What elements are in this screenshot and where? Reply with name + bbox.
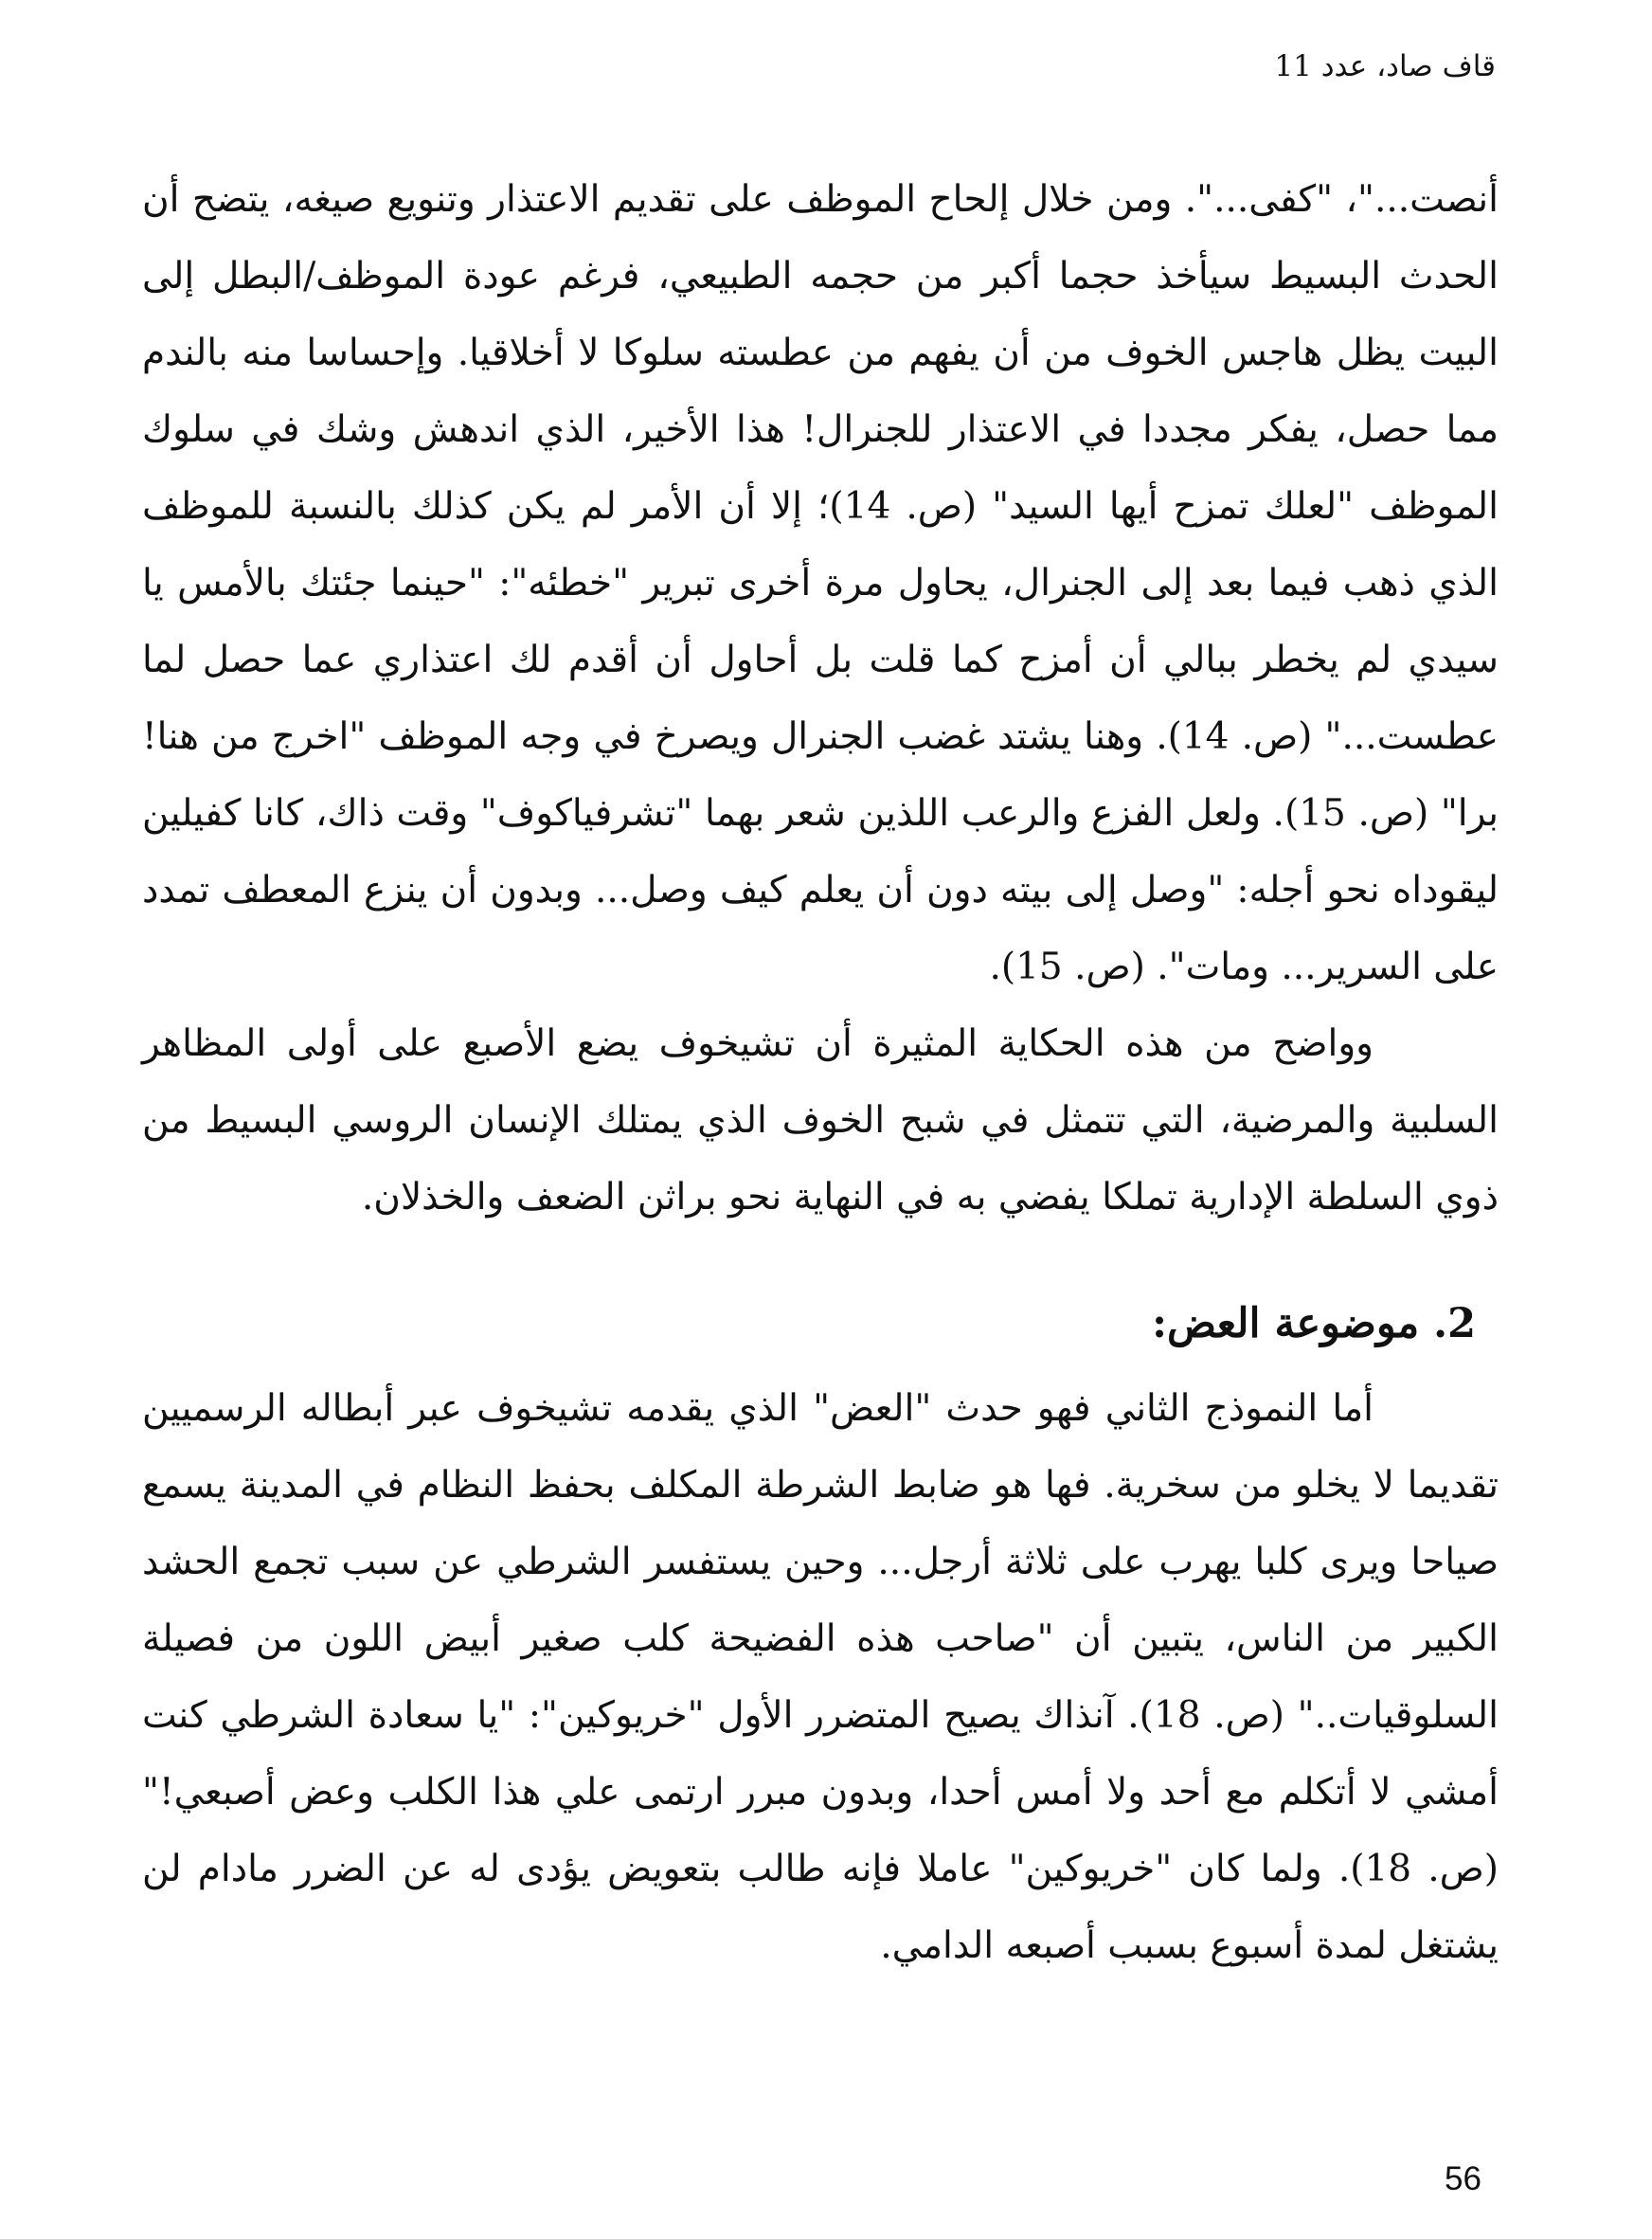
page-number: 56 bbox=[1445, 2160, 1481, 2197]
section-heading-biting-theme: 2. موضوعة العض: bbox=[1152, 1300, 1476, 1347]
paragraph-chekhov-sneeze-story: أنصت..."، "كفى...". ومن خلال إلحاح الموظف على تقديم الاعتذار وتنويع صيغه، يتضح أن الحدث البسيط سيأخذ حجما أكبر من حجمه الطبيعي، فرغم عودة الموظف/البطل إلى البيت يظل هاجس الخوف من أن يفهم من عطسته سلوكا لا أخلاقيا. وإحساسا منه بالندم مما حصل، يفكر مجددا في الاعتذار للجنرال! هذا الأخير، الذي اندهش وشك في سلوك الموظف "لعلك تمزح أيها السيد" (ص. 14)؛ إلا أن الأمر لم يكن كذلك بالنسبة للموظف الذي ذهب فيما بعد إلى الجنرال، يحاول مرة أخرى تبرير "خطئه": "حينما جئتك بالأمس يا سيدي لم يخطر ببالي أن أمزح كما قلت بل أحاول أن أقدم لك اعتذاري عما حصل لما عطست..." (ص. 14). وهنا يشتد غضب الجنرال ويصرخ في وجه الموظف "اخرج من هنا! برا" (ص. 15). ولعل الفزع والرعب اللذين شعر بهما "تشرفياكوف" وقت ذاك، كانا كفيلين ليقوداه نحو أجله: "وصل إلى بيته دون أن يعلم كيف وصل... وبدون أن ينزع المعطف تمدد على السرير... ومات". (ص. 15). bbox=[142, 178, 1499, 988]
paragraph-fear-analysis: وواضح من هذه الحكاية المثيرة أن تشيخوف يضع الأصبع على أولى المظاهر السلبية والمرضية، التي تتمثل في شبح الخوف الذي يمتلك الإنسان الروسي البسيط من ذوي السلطة الإدارية تملكا يفضي به في النهاية نحو براثن الضعف والخذلان. bbox=[142, 1022, 1499, 1219]
body-text-part2 bbox=[142, 1370, 1499, 1984]
running-header: قاف صاد، عدد 11 bbox=[1274, 49, 1496, 83]
paragraph-dog-bite-story: أما النموذج الثاني فهو حدث "العض" الذي يقدمه تشيخوف عبر أبطاله الرسميين تقديما لا يخلو من سخرية. فها هو ضابط الشرطة المكلف بحفظ النظام في المدينة يسمع صياحا ويرى كلبا يهرب على ثلاثة أرجل... وحين يستفسر الشرطي عن سبب تجمع الحشد الكبير من الناس، يتبين أن "صاحب هذه الفضيحة كلب صغير أبيض اللون من فصيلة السلوقيات.." (ص. 18). آنذاك يصيح المتضرر الأول "خريوكين": "يا سعادة الشرطي كنت أمشي لا أتكلم مع أحد ولا أمس أحدا، وبدون مبرر ارتمى علي هذا الكلب وعض أصبعي!" (ص. 18). ولما كان "خريوكين" عاملا فإنه طالب بتعويض يؤدى له عن الضرر مادام لن يشتغل لمدة أسبوع بسبب أصبعه الدامي. bbox=[142, 1387, 1499, 1967]
body-text-part1 bbox=[142, 161, 1499, 1236]
